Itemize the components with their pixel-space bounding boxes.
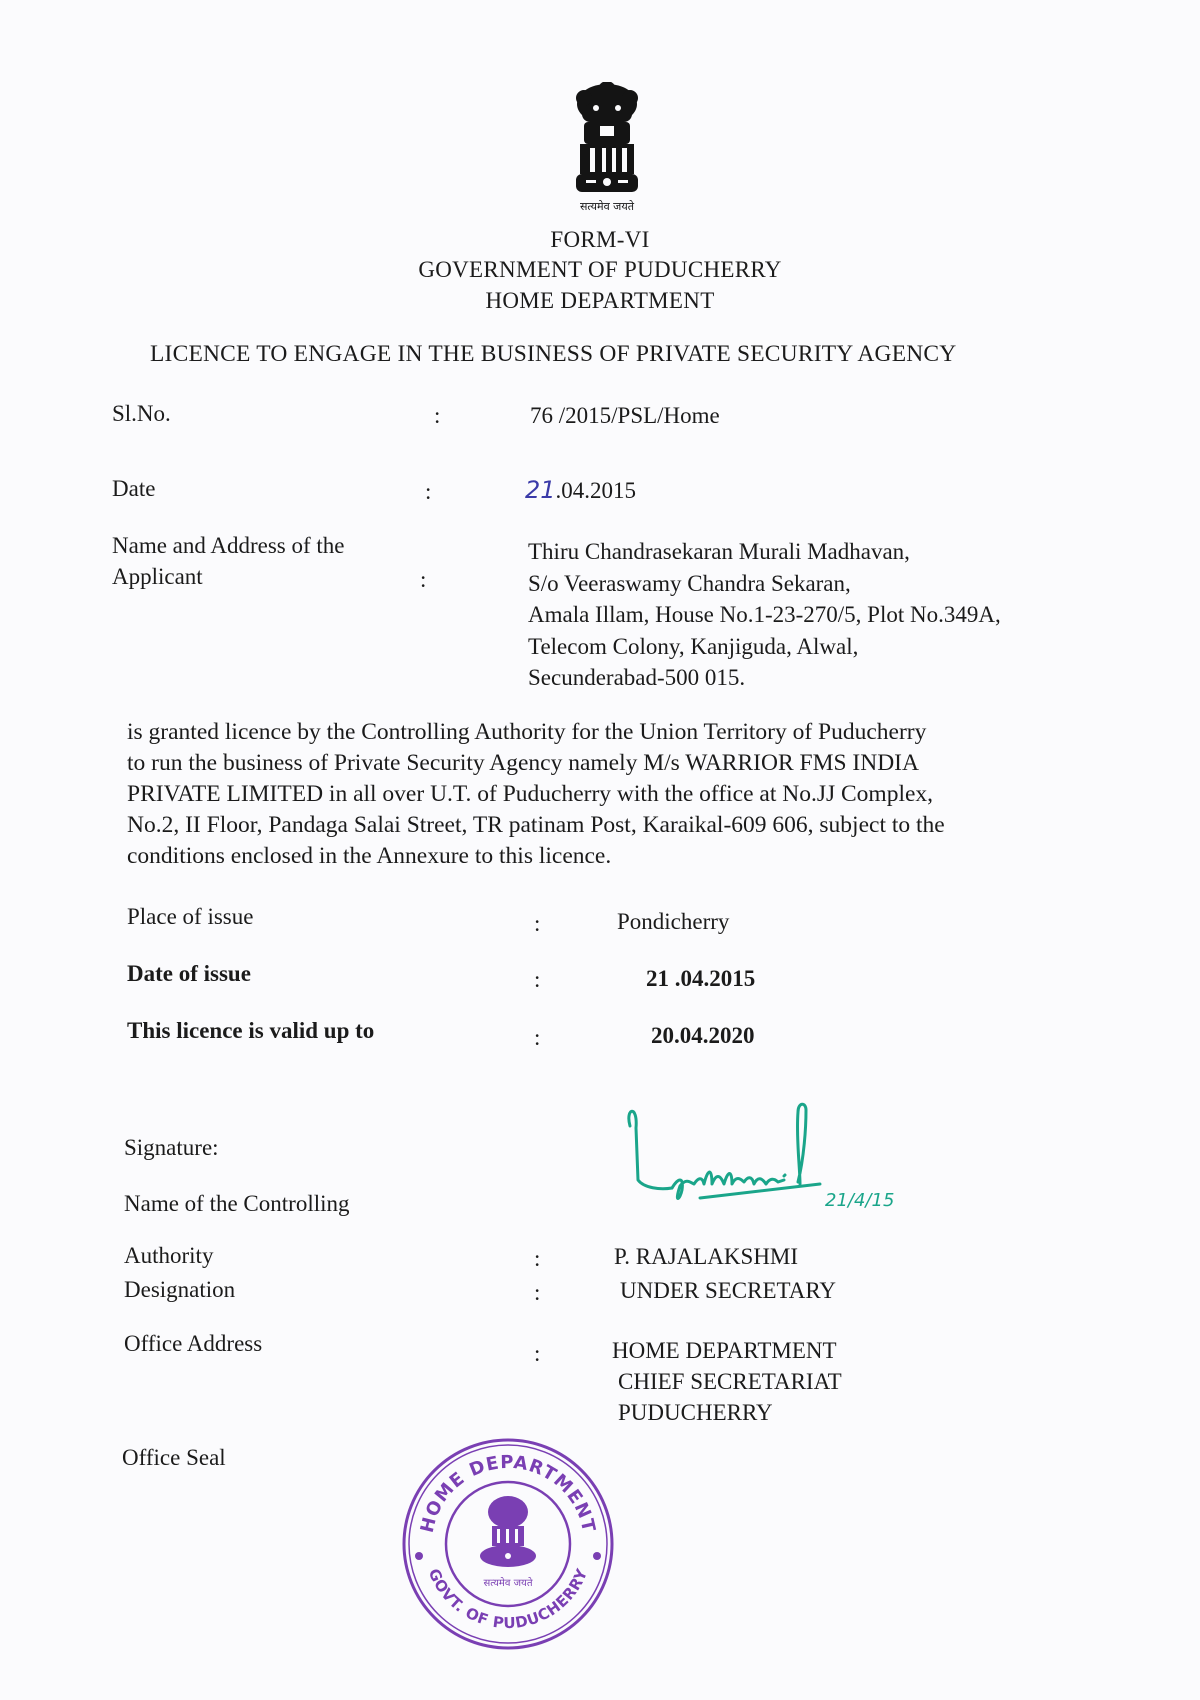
body-line: PRIVATE LIMITED in all over U.T. of Puducherry with the office at No.JJ Complex, (127, 781, 934, 807)
document-title: LICENCE TO ENGAGE IN THE BUSINESS OF PRIVATE SECURITY AGENCY (150, 341, 957, 367)
government-name: GOVERNMENT OF PUDUCHERRY (418, 257, 782, 282)
date-of-issue-colon: : (534, 967, 541, 992)
controlling-authority-label-line2: Authority (124, 1243, 214, 1268)
address-line: Amala Illam, House No.1-23-270/5, Plot No.349A, (528, 602, 1001, 627)
body-line: to run the business of Private Security Agency namely M/s WARRIOR FMS INDIA (127, 750, 919, 776)
address-line: Secunderabad-500 015. (528, 665, 746, 690)
office-address-colon: : (534, 1341, 541, 1366)
seal-star-icon (593, 1552, 601, 1560)
body-line: conditions enclosed in the Annexure to this licence. (127, 843, 612, 869)
authority-name-value: P. RAJALAKSHMI (614, 1244, 799, 1269)
date-handwritten-day: 21 (525, 476, 556, 504)
seal-top-text: HOME DEPARTMENT (416, 1451, 600, 1535)
sl-no-value: 76 /2015/PSL/Home (530, 403, 720, 428)
body-line: is granted licence by the Controlling Authority for the Union Territory of Puducherry (127, 719, 927, 745)
applicant-address (528, 536, 1001, 694)
place-of-issue-label: Place of issue (127, 904, 254, 929)
address-line: Thiru Chandrasekaran Murali Madhavan, (528, 539, 910, 564)
authority-name-colon: : (534, 1246, 541, 1271)
seal-star-icon (415, 1552, 423, 1560)
office-seal-label: Office Seal (122, 1445, 226, 1470)
date-printed-part: .04.2015 (555, 478, 637, 503)
national-emblem-icon (562, 82, 652, 217)
applicant-label-line2: Applicant (112, 564, 203, 589)
licence-body-paragraph (127, 717, 1087, 872)
department-name: HOME DEPARTMENT (485, 288, 715, 313)
date-of-issue-label: Date of issue (127, 961, 251, 986)
date-label: Date (112, 476, 156, 501)
office-address-line: HOME DEPARTMENT (612, 1338, 837, 1363)
signature-image (620, 1098, 910, 1218)
form-number: FORM-VI (550, 227, 650, 252)
date-value (525, 476, 636, 505)
designation-value: UNDER SECRETARY (620, 1278, 837, 1303)
applicant-colon: : (420, 567, 427, 592)
address-line: S/o Veeraswamy Chandra Sekaran, (528, 570, 851, 596)
seal-bottom-text: GOVT. OF PUDUCHERRY (424, 1565, 592, 1633)
emblem-motto: सत्यमेव जयते (579, 200, 635, 213)
office-address-label: Office Address (124, 1331, 263, 1356)
office-address-value (612, 1335, 842, 1428)
body-line: No.2, II Floor, Pandaga Salai Street, TR patinam Post, Karaikal-609 606, subject to the (127, 812, 945, 838)
applicant-label-line1: Name and Address of the (112, 533, 345, 558)
sl-no-colon: : (434, 403, 441, 428)
valid-up-to-value: 20.04.2020 (651, 1023, 755, 1048)
sl-no-label: Sl.No. (112, 401, 171, 426)
designation-colon: : (534, 1280, 541, 1305)
signature-date: 21/4/15 (825, 1190, 895, 1211)
office-address-line: CHIEF SECRETARIAT (618, 1369, 842, 1394)
place-of-issue-colon: : (534, 911, 541, 936)
designation-label: Designation (124, 1277, 236, 1302)
date-of-issue-value: 21 .04.2015 (646, 966, 756, 991)
date-colon: : (425, 479, 432, 504)
office-seal-stamp (400, 1436, 616, 1652)
seal-motto: सत्यमेव जयते (483, 1578, 533, 1589)
place-of-issue-value: Pondicherry (617, 909, 730, 934)
controlling-authority-label-line1: Name of the Controlling (124, 1191, 350, 1216)
valid-up-to-colon: : (534, 1025, 541, 1050)
svg-text:GOVT. OF PUDUCHERRY (425, 1565, 592, 1632)
office-address-line: PUDUCHERRY (618, 1400, 773, 1425)
address-line: Telecom Colony, Kanjiguda, Alwal, (528, 633, 859, 659)
valid-up-to-label: This licence is valid up to (127, 1018, 375, 1043)
signature-label: Signature: (124, 1135, 219, 1160)
